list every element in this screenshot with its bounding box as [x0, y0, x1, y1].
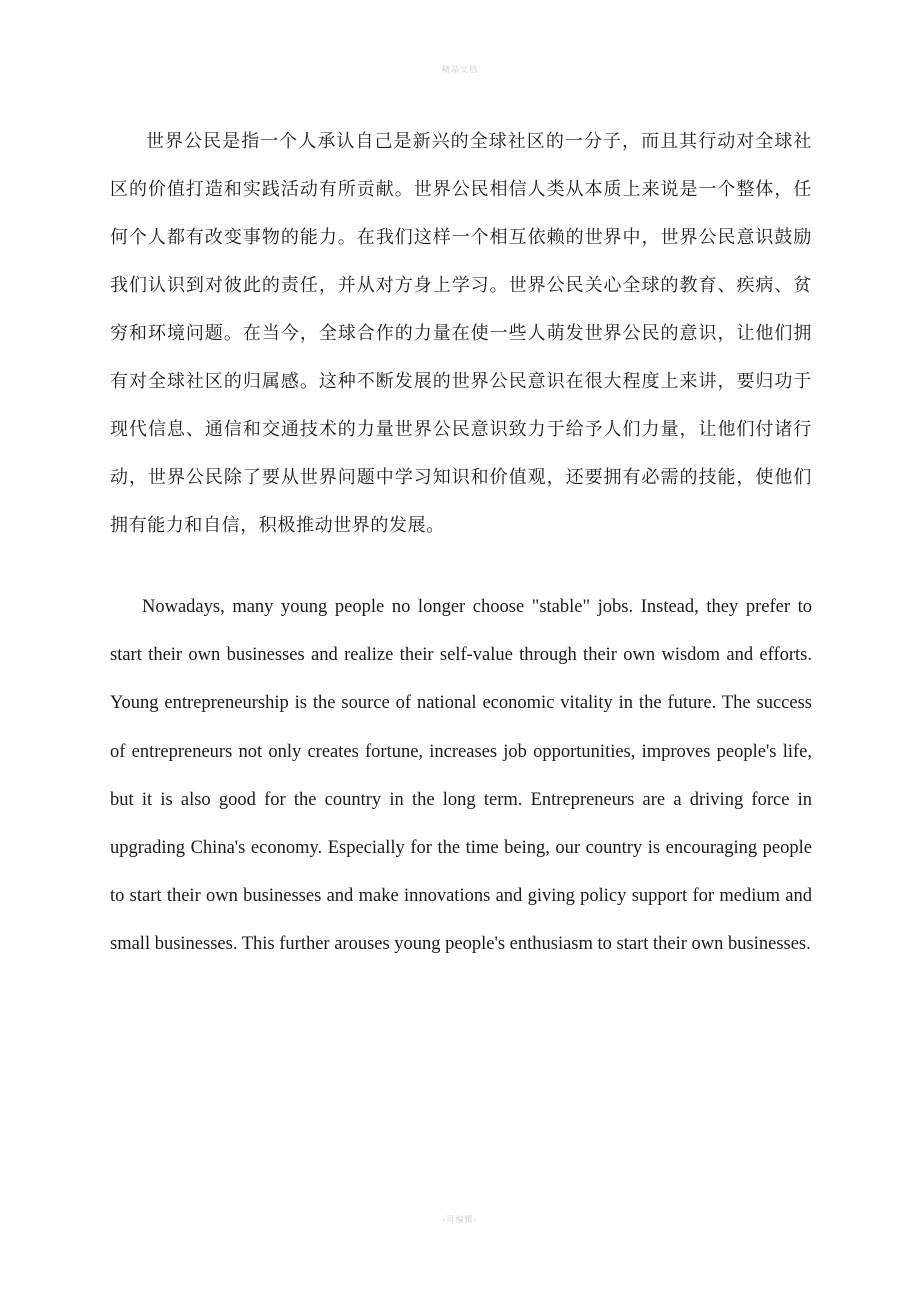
header-watermark: 精品文档	[442, 65, 478, 74]
paragraph-chinese: 世界公民是指一个人承认自己是新兴的全球社区的一分子，而且其行动对全球社区的价值打造和实践活动有所贡献。世界公民相信人类从本质上来说是一个整体，任何个人都有改变事物的能力。在我们这样一个相互依赖的世界中，世界公民意识鼓励我们认识到对彼此的责任，并从对方身上学习。世界公民关心全球的教育、疾病、贫穷和环境问题。在当今，全球合作的力量在使一些人萌发世界公民的意识，让他们拥有对全球社区的归属感。这种不断发展的世界公民意识在很大程度上来讲，要归功于现代信息、通信和交通技术的力量世界公民意识致力于给予人们力量，让他们付诸行动，世界公民除了要从世界问题中学习知识和价值观，还要拥有必需的技能，使他们拥有能力和自信，积极推动世界的发展。	[110, 131, 812, 536]
footer-watermark: -可编辑-	[442, 1215, 478, 1224]
paragraph-english: Nowadays, many young people no longer choose "stable" jobs. Instead, they prefer to start their own businesses and realize their self-value through their own wisdom and efforts. Young entrepreneurship is the source of national economic vitality in the future. The success of entrepreneurs not only creates fortune, increases job opportunities, improves people's life, but it is also good for the country in the long term. Entrepreneurs are a driving force in upgrading China's economy. Especially for the time being, our country is encouraging people to start their own businesses and make innovations and giving policy support for medium and small businesses. This further arouses young people's enthusiasm to start their own businesses.	[110, 597, 812, 955]
